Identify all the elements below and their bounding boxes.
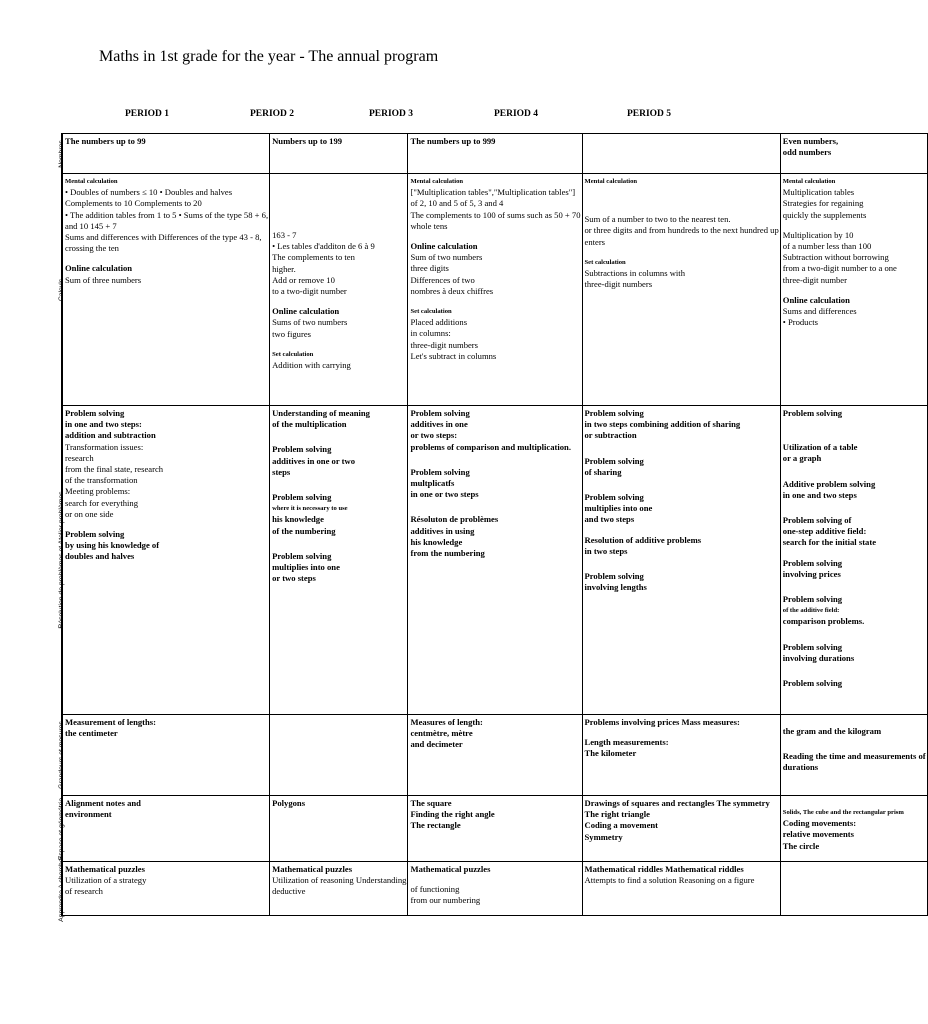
cell-text-line: Meeting problems:	[65, 486, 131, 497]
cell-text-line: to a two-digit number	[272, 286, 347, 297]
cell-text-line: Differences of two	[410, 274, 475, 285]
cell-text-line: Strategies for regaining	[782, 198, 864, 209]
document-title: Maths in 1st grade for the year - The annual program	[99, 48, 439, 65]
cell-text-line: of the numbering	[272, 525, 336, 536]
cell-text-line: Problems involving prices Mass measures:	[584, 717, 740, 727]
cell-text-line: Subtractions in columns with	[584, 268, 685, 279]
domain-label: Nombres	[58, 139, 65, 168]
period-4-cell	[582, 174, 780, 406]
domain-label-cell	[58, 796, 65, 862]
domain-label: Apprendre à chercher	[58, 855, 65, 922]
cell-text-line: Alignment notes and	[65, 798, 141, 808]
cell-text-line: Addition with carrying	[272, 360, 351, 371]
cell-text-line: Set calculation	[584, 258, 626, 266]
domain-label-cell	[58, 406, 65, 715]
cell-text-line: or two steps	[272, 573, 316, 584]
period-4-cell	[582, 134, 780, 174]
cell-text-line: Sums and differences with Differences of the type 43 - 8,	[65, 232, 262, 243]
period-1-header: PERIOD 1	[124, 109, 170, 119]
domain-label: Espace et géométrie	[58, 797, 65, 860]
cell-text-line: Problem solving	[782, 594, 843, 605]
period-2-header: PERIOD 2	[249, 109, 295, 119]
domain-row-numbers	[62, 134, 928, 174]
cell-text-line: nombres à deux chiffres	[410, 285, 494, 296]
cell-text-line: The square	[410, 798, 452, 808]
cell-text-line: Problem solving	[782, 641, 843, 652]
cell-text-line: The numbers up to 99	[65, 136, 146, 146]
cell-text-line: 163 - 7	[272, 230, 297, 240]
cell-text-line: multiplies into one	[584, 503, 653, 514]
cell-text-line: in one and two steps:	[65, 419, 142, 430]
period-3-cell	[408, 134, 582, 174]
period-1-cell	[63, 174, 270, 406]
domain-label: Grandeurs et mesures	[58, 721, 65, 789]
domain-label-cell	[58, 715, 65, 796]
cell-text-line: higher.	[272, 263, 296, 274]
period-4-cell	[582, 796, 780, 862]
cell-text-line: Utilization of a table	[782, 442, 858, 453]
cell-text-line: involving durations	[782, 652, 855, 663]
cell-text-line: Length measurements:	[584, 737, 669, 748]
cell-text-line: • Products	[782, 317, 819, 328]
cell-text-line: Polygons	[272, 798, 306, 808]
cell-text-line: Online calculation	[782, 294, 850, 305]
cell-text-line: of a number less than 100	[782, 241, 872, 252]
period-5-cell	[780, 134, 927, 174]
cell-text-line: whole tens	[410, 220, 448, 231]
cell-text-line: Sums of two numbers	[272, 317, 348, 328]
period-3-cell	[408, 715, 582, 796]
cell-text-line: Complements to 10 Complements to 20	[65, 198, 202, 209]
cell-text-line: Drawings of squares and rectangles The symmetry	[584, 798, 770, 808]
cell-text-line: involving lengths	[584, 582, 647, 593]
cell-text-line: Problem solving	[584, 571, 644, 582]
cell-text-line: Online calculation	[272, 306, 340, 317]
cell-text-line: Sum of a number to two to the nearest ten.	[584, 214, 731, 225]
cell-text-line: Problem solving	[272, 550, 332, 561]
cell-text-line: problems of comparison and multiplication.	[410, 441, 571, 452]
cell-text-line: Problem solving	[782, 557, 843, 568]
cell-text-line: The circle	[782, 840, 820, 851]
cell-text-line: odd numbers	[782, 147, 832, 158]
cell-text-line: crossing the ten	[65, 243, 119, 254]
domain-row-space-geometry	[62, 796, 928, 862]
cell-text-line: enters	[584, 236, 606, 247]
cell-text-line: or three digits and from hundreds to the next hundred up	[584, 225, 779, 236]
cell-text-line: Problem solving	[410, 408, 470, 418]
period-2-cell	[270, 134, 408, 174]
cell-text-line: from a two-digit number to a one	[782, 263, 897, 274]
period-3-cell	[408, 862, 582, 916]
cell-text-line: Sum of three numbers	[65, 274, 142, 285]
cell-text-line: of research	[65, 886, 103, 897]
period-5-header: PERIOD 5	[626, 109, 672, 119]
cell-text-line: additives in using	[410, 525, 475, 536]
cell-text-line: one-step additive field:	[782, 526, 867, 537]
cell-text-line: Additive problem solving	[782, 478, 876, 489]
cell-text-line: Problem solving	[65, 529, 125, 540]
domain-label: Résolution de problèmes et Atelier problèmes	[58, 491, 65, 629]
cell-text-line: Mathematical puzzles	[410, 864, 491, 874]
cell-text-line: durations	[782, 762, 819, 773]
period-1-cell	[63, 862, 270, 916]
cell-text-line: Placed additions	[410, 317, 468, 328]
period-2-cell	[270, 862, 408, 916]
cell-text-line: relative movements	[782, 829, 854, 840]
cell-text-line: centmètre, mètre	[410, 728, 473, 739]
period-1-cell	[63, 796, 270, 862]
cell-text-line: Problem solving	[272, 492, 332, 503]
period-2-cell	[270, 796, 408, 862]
cell-text-line: Sums and differences	[782, 306, 857, 317]
cell-text-line: Online calculation	[410, 241, 478, 252]
cell-text-line: Problem solving	[584, 492, 644, 503]
period-5-cell	[780, 406, 927, 715]
cell-text-line: Symmetry	[584, 831, 623, 842]
period-4-header: PERIOD 4	[493, 109, 539, 119]
cell-text-line: ["Multiplication tables","Multiplication tables"]	[410, 187, 576, 198]
cell-text-line: search for the initial state	[782, 537, 877, 548]
cell-text-line: additives in one	[410, 419, 468, 430]
cell-text-line: Solids, The cube and the rectangular prism	[782, 809, 904, 816]
period-3-cell	[408, 796, 582, 862]
cell-text-line: Transformation issues:	[65, 441, 144, 452]
period-5-cell	[780, 862, 927, 916]
cell-text-line: of the multiplication	[272, 419, 347, 430]
period-3-cell	[408, 174, 582, 406]
cell-text-line: where it is necessary to use	[272, 505, 348, 513]
cell-text-line: Mental calculation	[782, 178, 836, 185]
cell-text-line: Problem solving	[782, 678, 843, 689]
cell-text-line: • The addition tables from 1 to 5 • Sums of the type 58 + 6,	[65, 209, 269, 220]
cell-text-line: or on one side	[65, 508, 114, 519]
period-2-cell	[270, 174, 408, 406]
cell-text-line: Online calculation	[65, 263, 133, 274]
cell-text-line: The complements to 100 of sums such as 50 + 70	[410, 209, 581, 220]
cell-text-line: three digits	[410, 263, 449, 274]
cell-text-line: from our numbering	[410, 895, 481, 906]
cell-text-line: in two steps combining addition of sharing	[584, 419, 741, 430]
cell-text-line: in one or two steps	[410, 489, 479, 500]
cell-text-line: Add or remove 10	[272, 274, 335, 285]
period-4-cell	[582, 862, 780, 916]
cell-text-line: of the transformation	[65, 475, 138, 486]
cell-text-line: Attempts to find a solution Reasoning on a figure	[584, 875, 755, 886]
cell-text-line: in two steps	[584, 545, 628, 556]
cell-text-line: Problem solving	[584, 455, 644, 466]
domain-label-cell	[58, 134, 65, 174]
cell-text-line: or a graph	[782, 453, 822, 464]
period-1-cell	[63, 406, 270, 715]
period-2-cell	[270, 715, 408, 796]
domain-label-cell	[58, 174, 65, 406]
cell-text-line: Mathematical puzzles	[65, 864, 145, 874]
cell-text-line: The rectangle	[410, 820, 461, 831]
cell-text-line: Utilization of reasoning Understanding	[272, 875, 407, 886]
cell-text-line: of functioning	[410, 884, 460, 895]
period-3-cell	[408, 406, 582, 715]
cell-text-line: quickly the supplements	[782, 209, 867, 220]
cell-text-line: Mathematical puzzles	[272, 864, 353, 874]
cell-text-line: steps	[272, 466, 291, 477]
cell-text-line: additives in one or two	[272, 455, 356, 466]
cell-text-line: Mental calculation	[584, 178, 638, 185]
cell-text-line: and decimeter	[410, 739, 463, 750]
cell-text-line: Reading the time and measurements of	[782, 751, 926, 762]
cell-text-line: addition and subtraction	[65, 430, 156, 441]
domain-label-cell	[58, 855, 65, 922]
cell-text-line: Problem solving	[410, 466, 470, 477]
cell-text-line: search for everything	[65, 497, 139, 508]
cell-text-line: Coding movements:	[782, 818, 857, 829]
cell-text-line: research	[65, 452, 94, 463]
cell-text-line: involving prices	[782, 568, 841, 579]
cell-text-line: Measurement of lengths:	[65, 717, 157, 727]
period-2-cell	[270, 406, 408, 715]
cell-text-line: Numbers up to 199	[272, 136, 343, 146]
cell-text-line: Mental calculation	[65, 178, 118, 185]
cell-text-line: from the numbering	[410, 548, 485, 559]
period-5-cell	[780, 796, 927, 862]
cell-text-line: Problem solving	[272, 444, 332, 455]
cell-text-line: Set calculation	[410, 308, 452, 316]
cell-text-line: and two steps	[584, 514, 635, 525]
cell-text-line: or subtraction	[584, 430, 637, 441]
period-3-header: PERIOD 3	[368, 109, 414, 119]
cell-text-line: multiplies into one	[272, 562, 340, 573]
domain-row-problem-solving	[62, 406, 928, 715]
cell-text-line: The right triangle	[584, 809, 650, 820]
cell-text-line: Utilization of a strategy	[65, 875, 147, 886]
domain-label: Calculs	[58, 278, 65, 301]
cell-text-line: the centimeter	[65, 728, 118, 739]
cell-text-line: Coding a movement	[584, 820, 659, 831]
cell-text-line: Measures of length:	[410, 717, 483, 727]
period-5-cell	[780, 174, 927, 406]
cell-text-line: of the additive field:	[782, 607, 840, 615]
cell-text-line: three-digit number	[782, 274, 847, 285]
cell-text-line: three-digit numbers	[410, 339, 479, 350]
cell-text-line: his knowledge	[272, 514, 324, 525]
cell-text-line: Subtraction without borrowing	[782, 252, 889, 263]
cell-text-line: • Les tables d'additon de 6 à 9	[272, 241, 375, 252]
domain-row-learning-to-search	[62, 862, 928, 916]
period-1-cell	[63, 715, 270, 796]
cell-text-line: and 10 145 + 7	[65, 220, 117, 231]
cell-text-line: in one and two steps	[782, 489, 857, 500]
program-table	[58, 133, 928, 922]
period-5-cell	[780, 715, 927, 796]
cell-text-line: Sum of two numbers	[410, 252, 483, 263]
cell-text-line: of sharing	[584, 466, 622, 477]
cell-text-line: Finding the right angle	[410, 809, 495, 820]
cell-text-line: Problem solving	[782, 408, 843, 418]
cell-text-line: Mathematical riddles Mathematical riddles	[584, 864, 744, 874]
cell-text-line: the gram and the kilogram	[782, 726, 882, 736]
cell-text-line: of 2, 10 and 5 of 5, 3 and 4	[410, 198, 504, 209]
period-4-cell	[582, 715, 780, 796]
cell-text-line: in columns:	[410, 328, 451, 339]
cell-text-line: Problem solving of	[782, 515, 852, 526]
cell-text-line: deductive	[272, 886, 306, 897]
domain-row-quantities-measures	[62, 715, 928, 796]
cell-text-line: comparison problems.	[782, 616, 865, 627]
cell-text-line: Problem solving	[584, 408, 644, 418]
cell-text-line: from the final state, research	[65, 464, 164, 475]
cell-text-line: multplicatfs	[410, 478, 455, 489]
cell-text-line: Résoluton de problèmes	[410, 514, 499, 525]
cell-text-line: Set calculation	[272, 350, 314, 358]
cell-text-line: Let's subtract in columns	[410, 350, 497, 361]
period-4-cell	[582, 406, 780, 715]
cell-text-line: his knowledge	[410, 536, 463, 547]
cell-text-line: by using his knowledge of	[65, 540, 160, 551]
period-1-cell	[63, 134, 270, 174]
cell-text-line: two figures	[272, 328, 311, 339]
cell-text-line: Even numbers,	[782, 136, 839, 146]
cell-text-line: three-digit numbers	[584, 279, 653, 290]
cell-text-line: or two steps:	[410, 430, 458, 441]
cell-text-line: The complements to ten	[272, 252, 355, 263]
cell-text-line: environment	[65, 809, 112, 820]
cell-text-line: Multiplication tables	[782, 187, 855, 198]
cell-text-line: Mental calculation	[410, 178, 464, 185]
cell-text-line: Understanding of meaning	[272, 408, 370, 418]
cell-text-line: doubles and halves	[65, 551, 135, 562]
domain-row-calculation	[62, 174, 928, 406]
cell-text-line: Resolution of additive problems	[584, 534, 702, 545]
cell-text-line: Multiplication by 10	[782, 229, 854, 240]
cell-text-line: The kilometer	[584, 748, 637, 759]
cell-text-line: Problem solving	[65, 408, 125, 418]
cell-text-line: The numbers up to 999	[410, 136, 496, 146]
cell-text-line: • Doubles of numbers ≤ 10 • Doubles and halves	[65, 187, 233, 198]
